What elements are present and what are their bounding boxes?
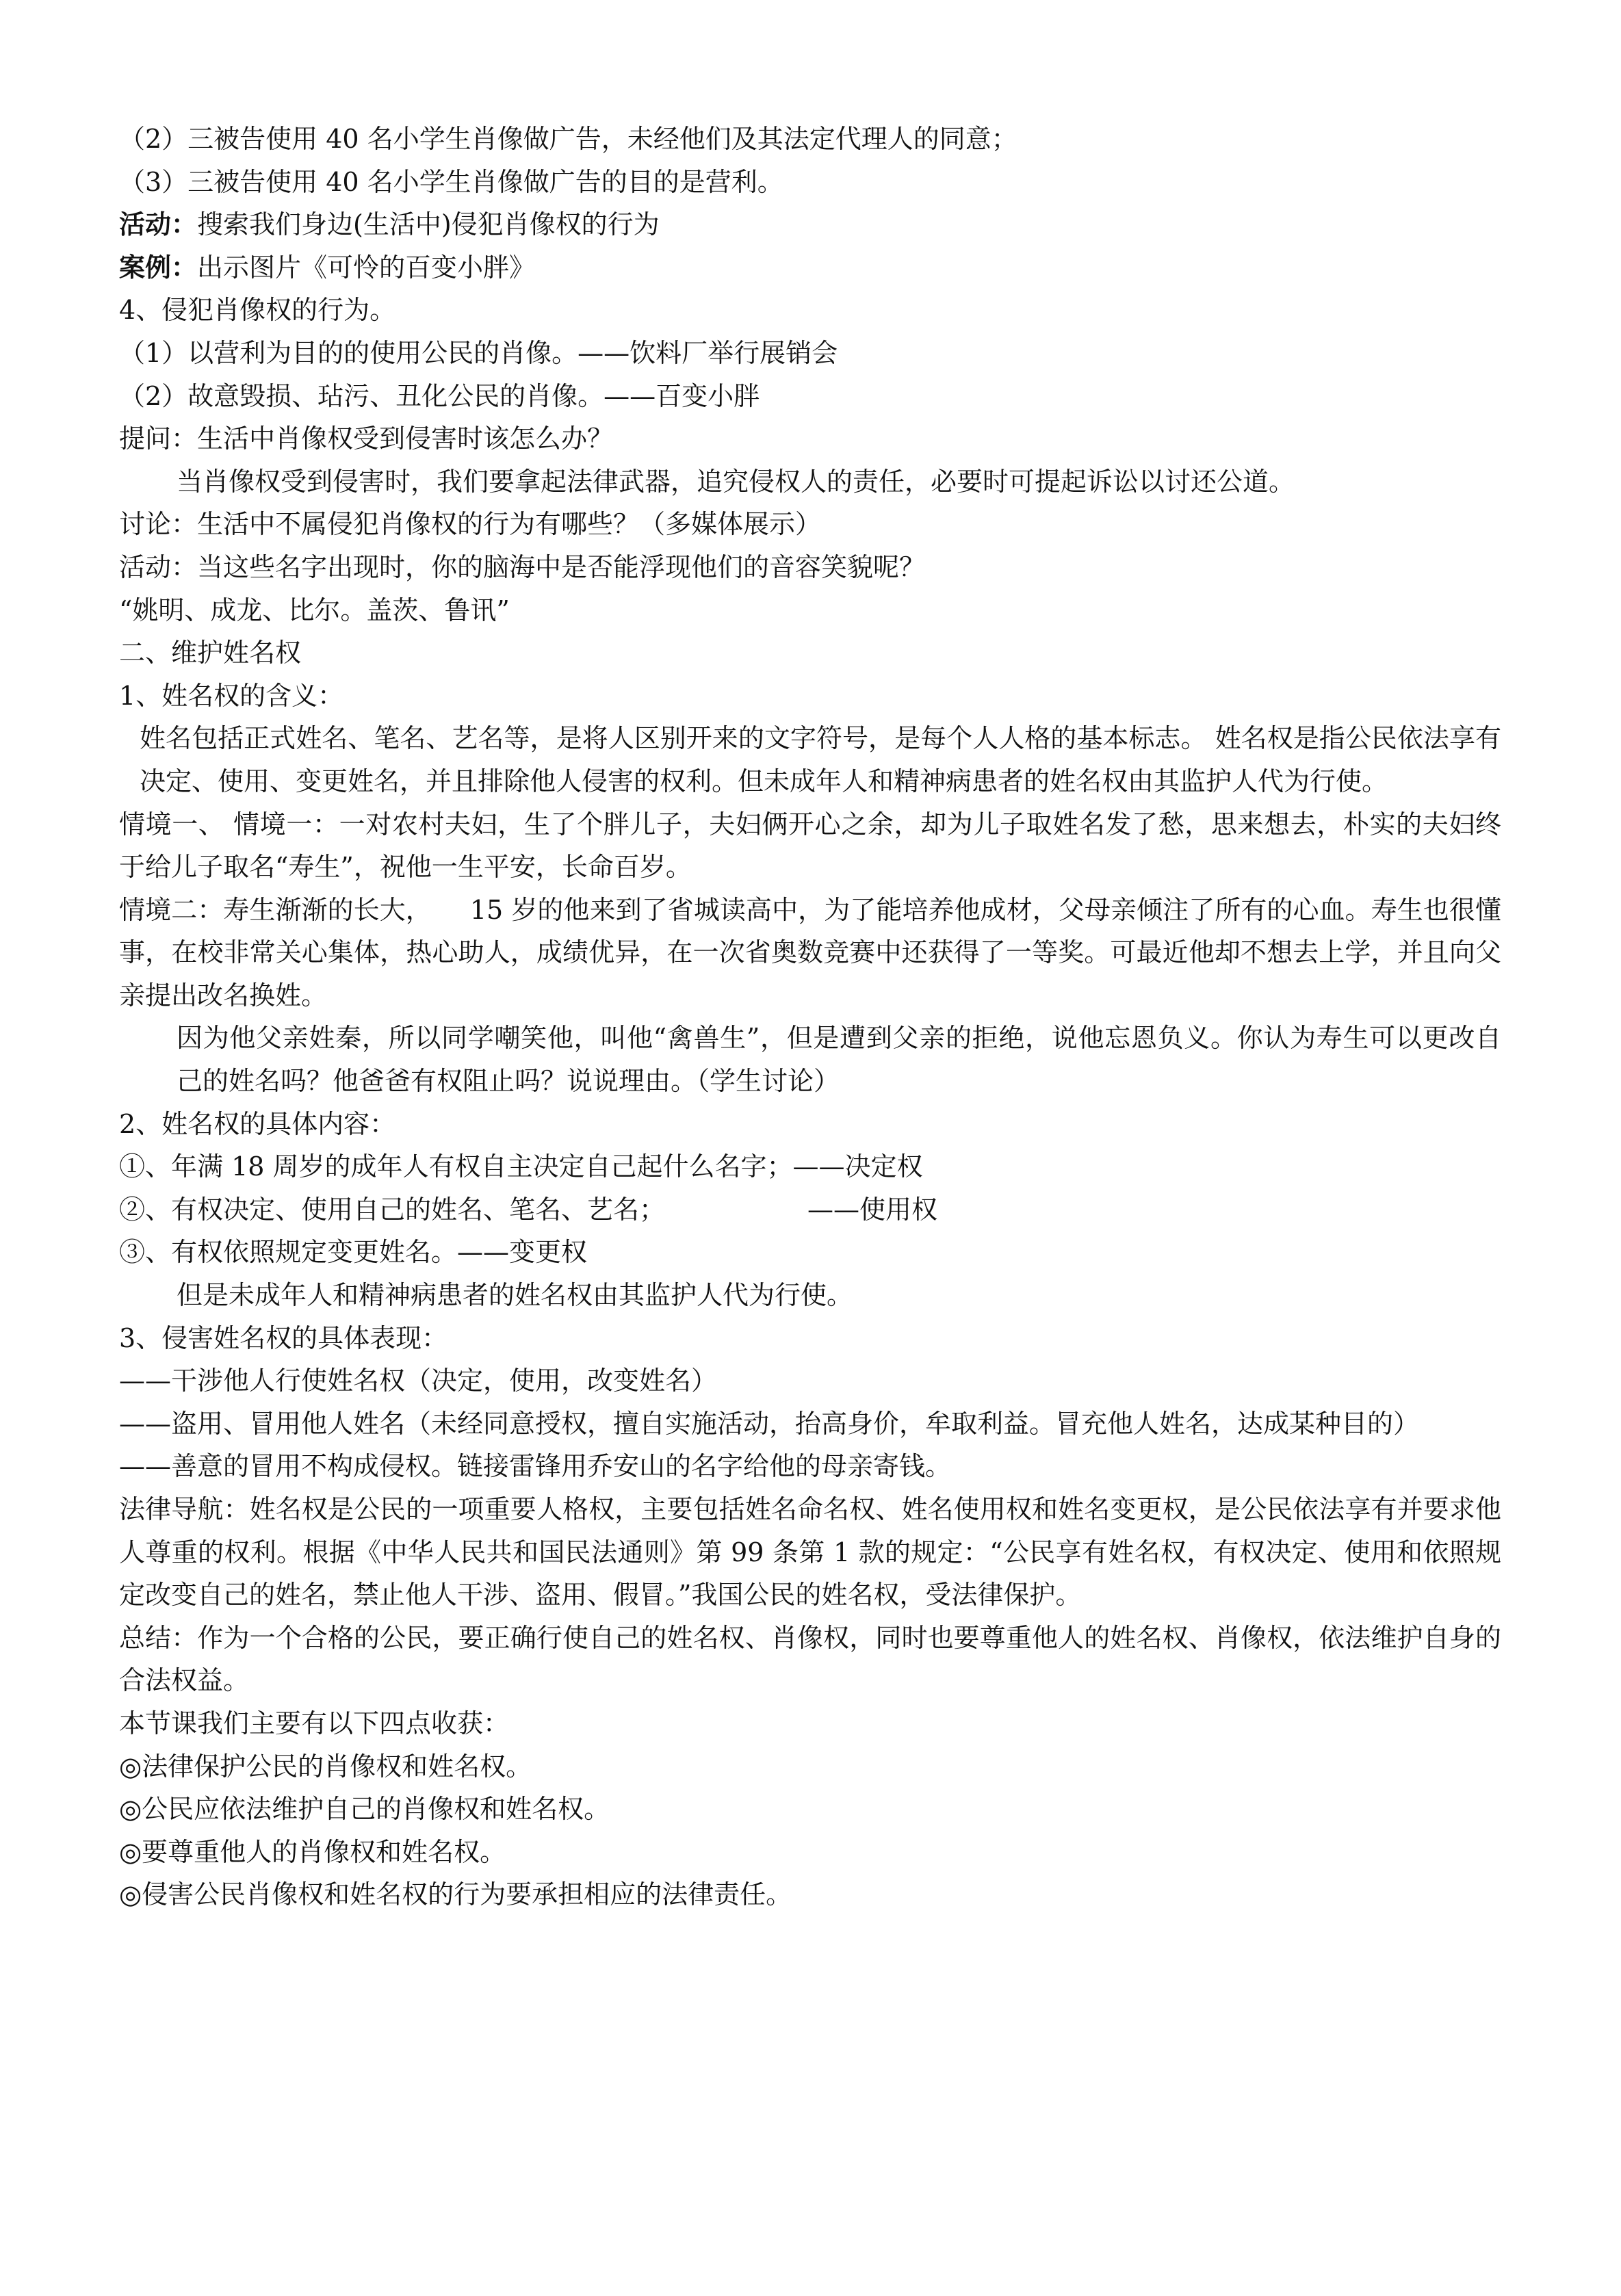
scenario-two-start: 情境二：寿生渐渐的长大， <box>119 894 432 925</box>
names-quote-line: “姚明、成龙、比尔。盖茨、鲁讯” <box>119 595 510 625</box>
right-item: ③、有权依照规定变更姓名。——变更权 <box>119 1237 588 1268</box>
discussion-line: 讨论：生活中不属侵犯肖像权的行为有哪些？（多媒体展示） <box>119 509 822 540</box>
right-item-text: ②、有权决定、使用自己的姓名、笔名、艺名； <box>119 1194 666 1225</box>
infringement-item: ——盗用、冒用他人姓名（未经同意授权，擅自实施活动，抬高身价，牟取利益。冒充他人姓名，达成某种目的） <box>119 1408 1420 1439</box>
definition-paragraph: 姓名包括正式姓名、笔名、艺名等，是将人区别开来的文字符号，是每个人人格的基本标志。 姓名权是指公民依法享有决定、使用、变更姓名，并且排除他人侵害的权利。但未成年人和精神病患者的姓名权由其监护人代为行使。 <box>140 723 1501 796</box>
takeaway-item: ◎侵害公民肖像权和姓名权的行为要承担相应的法律责任。 <box>119 1879 792 1910</box>
takeaway-item: ◎要尊重他人的肖像权和姓名权。 <box>119 1836 506 1867</box>
scenario-two-paragraph <box>119 889 1501 1017</box>
right-item: ①、年满 18 周岁的成年人有权自主决定自己起什么名字；——决定权 <box>119 1151 923 1182</box>
text-line: （3）三被告使用 40 名小学生肖像做广告的目的是营利。 <box>119 166 783 197</box>
section-heading: 二、维护姓名权 <box>119 638 302 668</box>
question-line: 提问：生活中肖像权受到侵害时该怎么办？ <box>119 423 614 454</box>
subsection-heading: 3、侵害姓名权的具体表现： <box>119 1322 448 1353</box>
case-line <box>119 246 1501 289</box>
activity-question-line: 活动：当这些名字出现时，你的脑海中是否能浮现他们的音容笑貌呢？ <box>119 551 926 582</box>
scenario-one-paragraph: 情境一、 情境一：一对农村夫妇，生了个胖儿子，夫妇俩开心之余，却为儿子取姓名发了愁，思来想去，朴实的夫妇终于给儿子取名“寿生”，祝他一生平安，长命百岁。 <box>119 809 1501 883</box>
answer-line: 当肖像权受到侵害时，我们要拿起法律武器，追究侵权人的责任，必要时可提起诉讼以讨还公道。 <box>177 466 1295 497</box>
text-line: （1）以营利为目的的使用公民的肖像。——饮料厂举行展销会 <box>119 337 838 368</box>
legal-guide-paragraph: 法律导航：姓名权是公民的一项重要人格权，主要包括姓名命名权、姓名使用权和姓名变更权，是公民依法享有并要求他人尊重的权利。根据《中华人民共和国民法通则》第 99 条第 1 款的规定：“公民享有姓名权，有权决定、使用和依照规定改变自己的姓名，禁止他人干涉、盗用、假冒。”我国公民的姓名权，受法律保护。 <box>119 1494 1501 1610</box>
activity-line <box>119 203 1501 246</box>
scenario-two-rest: 15 岁的他来到了省城读高中，为了能培养他成材，父母亲倾注了所有的心血。寿生也很懂事，在校非常关心集体，热心助人，成绩优异，在一次省奥数竞赛中还获得了一等奖。可最近他却不想去上学，并且向父亲提出改名换姓。 <box>119 894 1501 1010</box>
takeaway-item: ◎公民应依法维护自己的肖像权和姓名权。 <box>119 1794 610 1825</box>
text-line: （2）三被告使用 40 名小学生肖像做广告，未经他们及其法定代理人的同意； <box>119 124 1017 154</box>
subsection-heading: 1、姓名权的含义： <box>119 680 344 711</box>
text-line: （2）故意毁损、玷污、丑化公民的肖像。——百变小胖 <box>119 380 760 411</box>
activity-text: 搜索我们身边(生活中)侵犯肖像权的行为 <box>197 209 660 240</box>
document-page <box>119 118 1501 1916</box>
takeaways-intro: 本节课我们主要有以下四点收获： <box>119 1708 510 1738</box>
right-item-tag: ——使用权 <box>807 1194 938 1225</box>
right-item <box>119 1188 1501 1231</box>
summary-paragraph: 总结：作为一个合格的公民，要正确行使自己的姓名权、肖像权，同时也要尊重他人的姓名权、肖像权，依法维护自身的合法权益。 <box>119 1622 1501 1696</box>
case-label: 案例： <box>119 251 198 283</box>
section-heading: 4、侵犯肖像权的行为。 <box>119 295 396 326</box>
takeaway-item: ◎法律保护公民的肖像权和姓名权。 <box>119 1751 532 1782</box>
note-line: 但是未成年人和精神病患者的姓名权由其监护人代为行使。 <box>177 1280 853 1311</box>
infringement-item: ——善意的冒用不构成侵权。链接雷锋用乔安山的名字给他的母亲寄钱。 <box>119 1451 952 1482</box>
subsection-heading: 2、姓名权的具体内容： <box>119 1108 396 1139</box>
case-text: 出示图片《可怜的百变小胖》 <box>197 252 536 283</box>
scenario-question-paragraph: 因为他父亲姓秦，所以同学嘲笑他，叫他“禽兽生”，但是遭到父亲的拒绝，说他忘恩负义。你认为寿生可以更改自己的姓名吗？他爸爸有权阻止吗？说说理由。（学生讨论） <box>177 1023 1501 1097</box>
activity-label: 活动： <box>119 209 198 240</box>
infringement-item: ——干涉他人行使姓名权（决定，使用，改变姓名） <box>119 1366 718 1396</box>
